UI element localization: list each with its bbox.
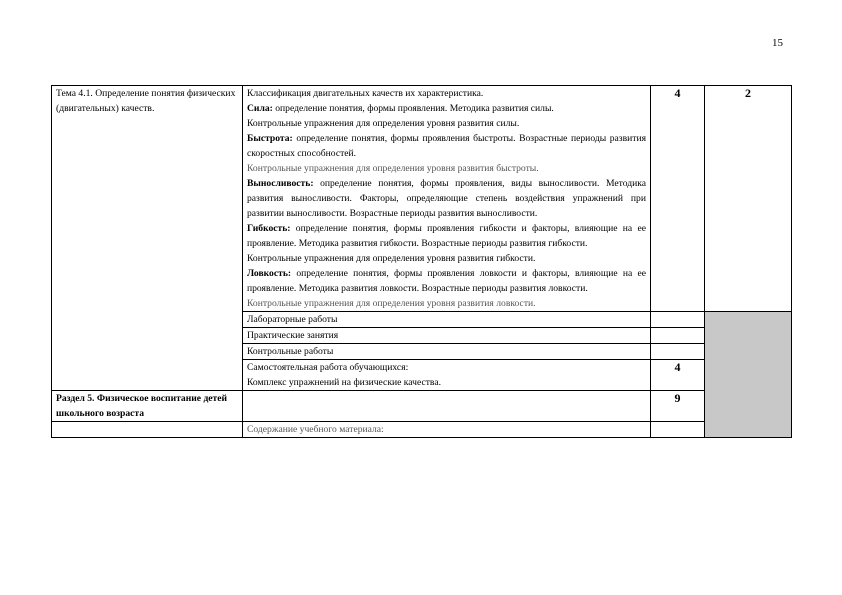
bystrota-control: Контрольные упражнения для определения уровня развития быстроты. (247, 163, 539, 174)
sila-text: определение понятия, формы проявления. Методика развития силы. (272, 103, 554, 114)
empty-topic-cell (52, 422, 243, 438)
sila-term: Сила: (247, 103, 273, 114)
self-study-title: Самостоятельная работа обучающихся: (247, 362, 409, 373)
section-title-cell (52, 391, 243, 422)
topic-cell (52, 86, 243, 391)
self-study-text: Комплекс упражнений на физические качества. (247, 377, 441, 388)
gibkost-control: Контрольные упражнения для определения уровня развития гибкости. (247, 253, 536, 264)
lovkost-control: Контрольные упражнения для определения уровня развития ловкости. (247, 298, 536, 309)
section-content-cell (243, 391, 651, 422)
lovkost-term: Ловкость: (247, 268, 292, 279)
sila-control: Контрольные упражнения для определения уровня развития силы. (247, 118, 520, 129)
section-title: Раздел 5. Физическое воспитание детей школьного возраста (56, 393, 228, 419)
vynoslivost-text: определение понятия, формы проявления, виды выносливости. Методика развития выносливости. Факторы, определяющие степень воздействия упражнений при развитии выносливости. Возрастные периоды развития выносливости. (247, 178, 646, 219)
lab-hours-cell (651, 312, 705, 328)
bystrota-paragraph (247, 131, 646, 161)
gray-level-cell (705, 312, 792, 438)
gibkost-text: определение понятия, формы проявления гибкости и факторы, влияющие на ее проявление. Методика развития гибкости. Возрастные периоды развития гибкости. (247, 223, 646, 249)
table-row (52, 422, 792, 438)
content-label-cell: Содержание учебного материала: (243, 422, 651, 438)
practice-cell: Практические занятия (243, 328, 651, 344)
content-cell (243, 86, 651, 312)
sila-paragraph (247, 101, 646, 116)
gibkost-paragraph (247, 221, 646, 251)
self-study-cell (243, 360, 651, 391)
topic-title: Тема 4.1. Определение понятия физических (двигательных) качеств. (56, 88, 236, 114)
vynoslivost-paragraph (247, 176, 646, 221)
self-study-hours-cell: 4 (651, 360, 705, 391)
gibkost-term: Гибкость: (247, 223, 291, 234)
lovkost-text: определение понятия, формы проявления ловкости и факторы, влияющие на ее проявление. Методика развития ловкости. Возрастные периоды развития ловкости. (247, 268, 646, 294)
level-cell: 2 (705, 86, 792, 312)
practice-hours-cell (651, 328, 705, 344)
curriculum-table (51, 85, 792, 438)
classification-text: Классификация двигательных качеств их характеристика. (247, 88, 484, 99)
table-row (52, 86, 792, 312)
lab-cell: Лабораторные работы (243, 312, 651, 328)
table-row (52, 391, 792, 422)
control-hours-cell (651, 344, 705, 360)
vynoslivost-term: Выносливость: (247, 178, 314, 189)
bystrota-text: определение понятия, формы проявления быстроты. Возрастные периоды развития скоростных способностей. (247, 133, 646, 159)
bystrota-term: Быстрота: (247, 133, 293, 144)
hours-cell: 4 (651, 86, 705, 312)
lovkost-paragraph (247, 266, 646, 296)
section-hours-cell: 9 (651, 391, 705, 422)
control-cell: Контрольные работы (243, 344, 651, 360)
page-number: 15 (772, 37, 783, 49)
content-hours-cell (651, 422, 705, 438)
